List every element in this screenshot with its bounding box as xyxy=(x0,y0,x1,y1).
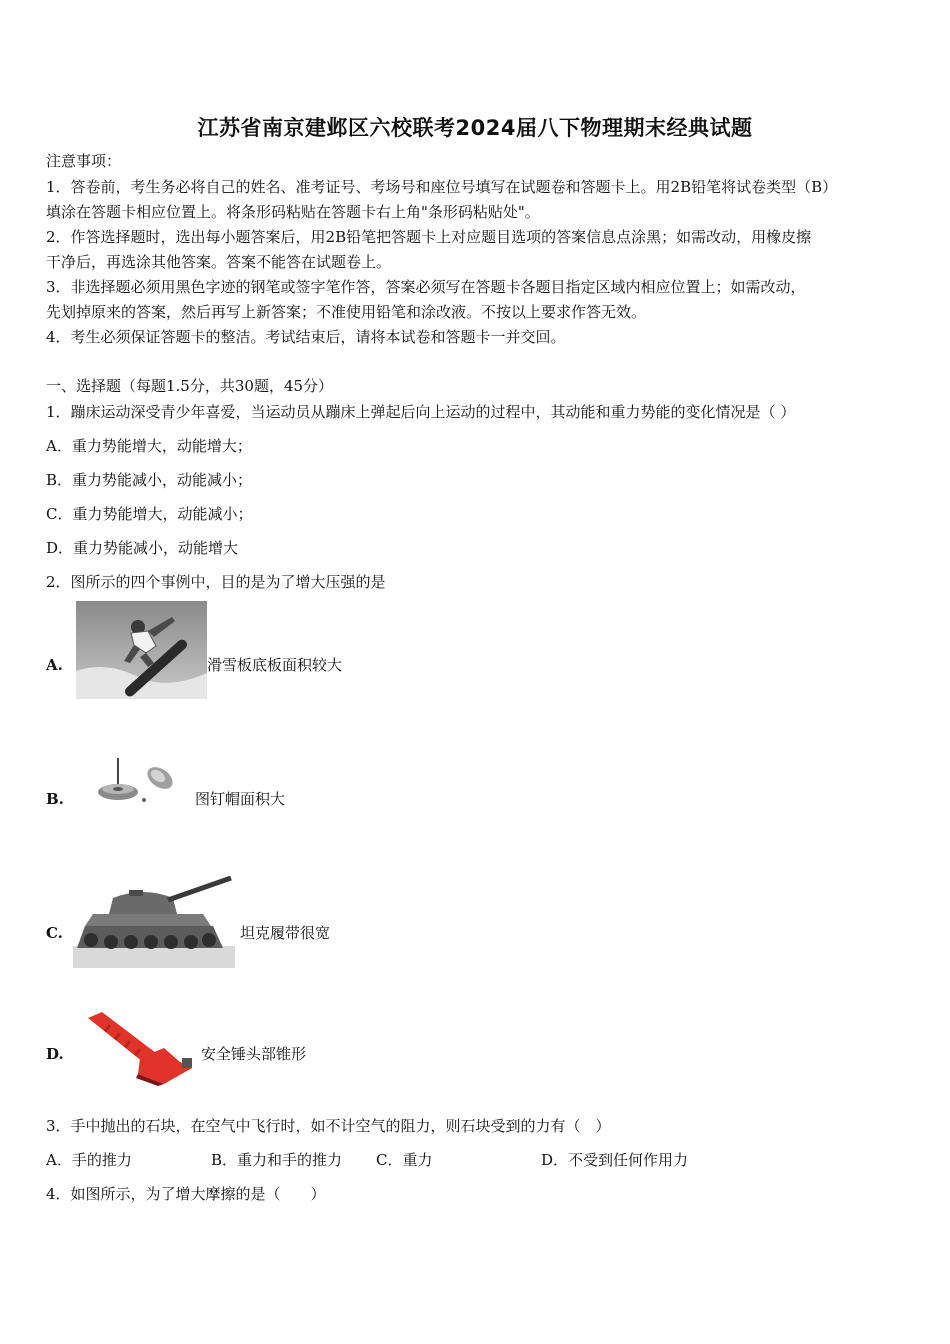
question-3-stem: 3．手中抛出的石块，在空气中飞行时，如不计空气的阻力，则石块受到的力有（ ） xyxy=(46,1117,611,1135)
question-1-option-c: C．重力势能增大，动能减小； xyxy=(46,505,253,523)
question-3-option-d: D．不受到任何作用力 xyxy=(541,1151,689,1169)
notice-line: 2．作答选择题时，选出每小题答案后，用2B铅笔把答题卡上对应题目选项的答案信息点涂黑；如需改动，用橡皮擦 xyxy=(46,228,812,246)
thumbtack-image xyxy=(96,756,182,808)
notice-line: 1．答卷前，考生务必将自己的姓名、准考证号、考场号和座位号填写在试题卷和答题卡上。用2B铅笔将试卷类型（B） xyxy=(46,178,838,196)
question-2-option-d-label: D. xyxy=(46,1045,64,1063)
question-3-option-a: A．手的推力 xyxy=(46,1151,132,1169)
question-3-option-b: B．重力和手的推力 xyxy=(211,1151,343,1169)
question-3-option-c: C．重力 xyxy=(376,1151,433,1169)
question-2-option-c-label: C. xyxy=(46,924,63,942)
tank-image xyxy=(73,876,235,968)
question-2-option-b-label: B. xyxy=(46,790,64,808)
section-heading: 一、选择题（每题1.5分，共30题，45分） xyxy=(46,377,334,395)
question-1-stem: 1．蹦床运动深受青少年喜爱，当运动员从蹦床上弹起后向上运动的过程中，其动能和重力势能的变化情况是（ ） xyxy=(46,403,796,421)
notice-line: 3．非选择题必须用黑色字迹的钢笔或签字笔作答，答案必须写在答题卡各题目指定区域内相应位置上；如需改动， xyxy=(46,278,806,296)
snowboarder-image xyxy=(76,601,207,699)
question-1-option-b: B．重力势能减小，动能减小； xyxy=(46,471,253,489)
question-4-stem: 4．如图所示，为了增大摩擦的是（ ） xyxy=(46,1185,326,1203)
question-2-option-c-text: 坦克履带很宽 xyxy=(240,924,331,942)
question-2-option-a-label: A. xyxy=(46,656,63,674)
question-1-option-d: D．重力势能减小，动能增大 xyxy=(46,539,239,557)
question-2-option-b-text: 图钉帽面积大 xyxy=(195,790,286,808)
notice-heading: 注意事项： xyxy=(46,152,122,170)
question-2-option-a-text: 滑雪板底板面积较大 xyxy=(207,656,343,674)
question-2-option-d-text: 安全锤头部锥形 xyxy=(201,1045,307,1063)
notice-line: 干净后，再选涂其他答案。答案不能答在试题卷上。 xyxy=(46,253,392,271)
safety-hammer-image xyxy=(84,1010,196,1088)
notice-line: 4．考生必须保证答题卡的整洁。考试结束后，请将本试卷和答题卡一并交回。 xyxy=(46,328,566,346)
notice-line: 先划掉原来的答案，然后再写上新答案；不准使用铅笔和涂改液。不按以上要求作答无效。 xyxy=(46,303,647,321)
notice-line: 填涂在答题卡相应位置上。将条形码粘贴在答题卡右上角"条形码粘贴处"。 xyxy=(46,203,540,221)
question-2-stem: 2．图所示的四个事例中，目的是为了增大压强的是 xyxy=(46,573,386,591)
page-title: 江苏省南京建邺区六校联考2024届八下物理期末经典试题 xyxy=(197,116,753,140)
question-1-option-a: A．重力势能增大，动能增大； xyxy=(46,437,252,455)
